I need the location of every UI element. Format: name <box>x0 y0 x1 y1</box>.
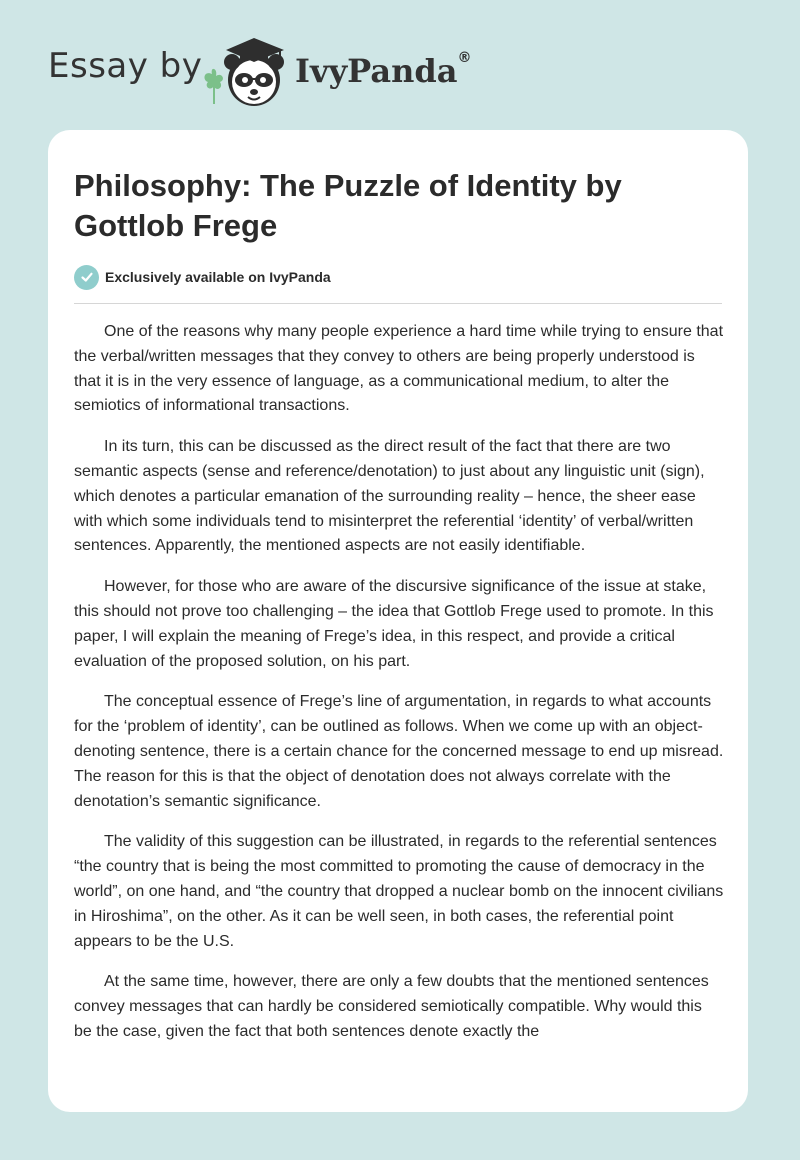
divider <box>74 303 722 304</box>
site-header <box>0 0 800 130</box>
brand-name <box>295 52 471 90</box>
paragraph: The validity of this suggestion can be illustrated, in regards to the referential sentences “the country that is being the most committed to promoting the cause of democracy in the world”, on one hand, and “the country that dropped a nuclear bomb on the innocent civilians in Hiroshima”, on the other. As it can be well seen, in both cases, the referential point appears to be the U.S. <box>74 833 724 950</box>
article-title: Philosophy: The Puzzle of Identity by Gottlob Frege <box>74 168 622 243</box>
paragraph: In its turn, this can be discussed as the direct result of the fact that there are two semantic aspects (sense and reference/denotation) to just about any linguistic unit (sign), which denotes a particular emanation of the surrounding reality – hence, the sheer ease with which some individuals tend to misinterpret the referential ‘identity’ of verbal/written sentences. Apparently, the mentioned aspects are not easily identifiable. <box>74 438 705 555</box>
check-icon <box>74 265 99 290</box>
paragraph: However, for those who are aware of the discursive significance of the issue at stake, this should not prove too challenging – the idea that Gottlob Frege used to promote. In this paper, I will explain the meaning of Frege’s idea, in this respect, and provide a critical evaluation of the proposed solution, on his part. <box>74 578 714 670</box>
exclusive-badge <box>74 264 331 290</box>
paragraph: The conceptual essence of Frege’s line of argumentation, in regards to what accounts for the ‘problem of identity’, can be outlined as follows. When we come up with an object-denoting sentence, there is a certain chance for the concerned message to end up misread. The reason for this is that the object of denotation does not always correlate with the denotation’s semantic significance. <box>74 693 724 810</box>
essay-by-label: Essay by <box>48 46 203 86</box>
article-body <box>74 320 724 1061</box>
brand-name-text: IvyPanda <box>295 52 458 90</box>
registered-mark: ® <box>457 50 472 66</box>
exclusive-label: Exclusively available on IvyPanda <box>105 269 331 285</box>
ivypanda-logo-icon <box>200 34 296 110</box>
article-card <box>48 130 748 1112</box>
paragraph: At the same time, however, there are only a few doubts that the mentioned sentences convey messages that can hardly be considered semiotically compatible. Why would this be the case, given the fact that both sentences denote exactly the <box>74 973 709 1040</box>
paragraph: One of the reasons why many people experience a hard time while trying to ensure that the verbal/written messages that they convey to others are being properly understood is that it is in the very essence of language, as a communicational medium, to alter the semiotics of informational transactions. <box>74 323 724 415</box>
